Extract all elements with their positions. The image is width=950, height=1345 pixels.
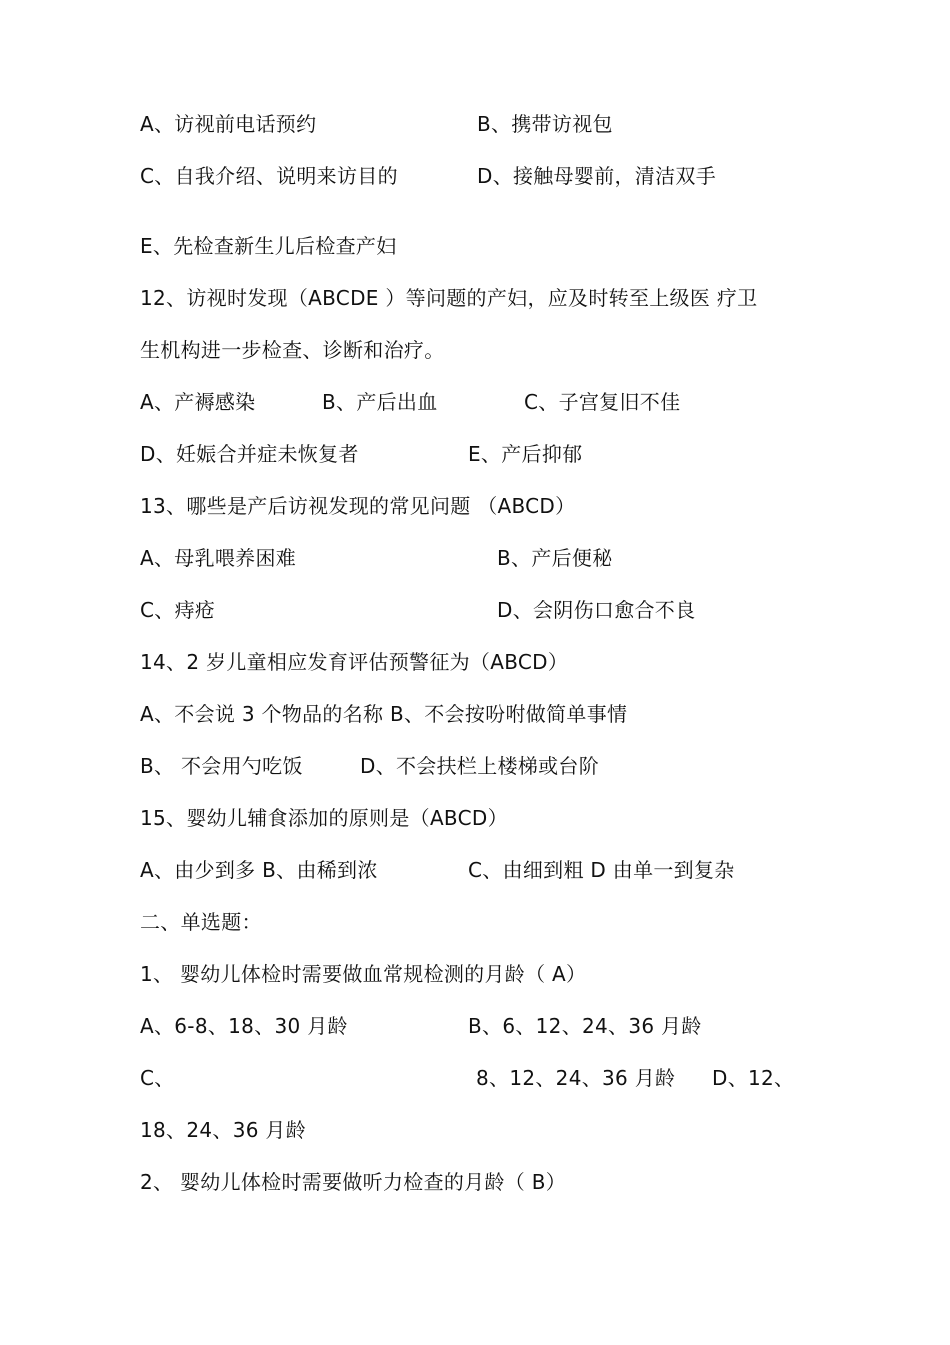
q13-option-a: A、母乳喂养困难 <box>140 546 297 570</box>
sc1-option-b: B、6、12、24、36 月龄 <box>468 1014 702 1038</box>
sc1-option-d-start: D、12、 <box>712 1066 795 1090</box>
q14-options-a-b: A、不会说 3 个物品的名称 B、不会按吩咐做简单事情 <box>140 702 628 726</box>
question-15: 15、婴幼儿辅食添加的原则是（ABCD） <box>140 806 508 830</box>
q14-option-b-spoon: B、 不会用勺吃饭 <box>140 754 303 778</box>
sc1-option-a: A、6-8、18、30 月龄 <box>140 1014 348 1038</box>
question-14: 14、2 岁儿童相应发育评估预警征为（ABCD） <box>140 650 569 674</box>
q12-option-c: C、子宫复旧不佳 <box>524 390 681 414</box>
question-12-line-2: 生机构进一步检查、诊断和治疗。 <box>140 338 445 362</box>
sc1-option-d-end: 18、24、36 月龄 <box>140 1118 307 1142</box>
q14-option-d: D、不会扶栏上楼梯或台阶 <box>360 754 600 778</box>
option-d-clean-hands: D、接触母婴前，清洁双手 <box>477 164 717 188</box>
q13-option-d: D、会阴伤口愈合不良 <box>497 598 696 622</box>
question-12-line-1: 12、访视时发现（ABCDE ）等问题的产妇，应及时转至上级医 疗卫 <box>140 286 758 310</box>
sc1-option-c-text: 8、12、24、36 月龄 <box>476 1066 676 1090</box>
question-13: 13、哪些是产后访视发现的常见问题 （ABCD） <box>140 494 576 518</box>
option-e-check-newborn-first: E、先检查新生儿后检查产妇 <box>140 234 397 258</box>
q12-option-e: E、产后抑郁 <box>468 442 583 466</box>
q12-option-a: A、产褥感染 <box>140 390 256 414</box>
single-choice-question-1: 1、 婴幼儿体检时需要做血常规检测的月龄（ A） <box>140 962 587 986</box>
sc1-option-c-label: C、 <box>140 1066 175 1090</box>
single-choice-question-2: 2、 婴幼儿体检时需要做听力检查的月龄（ B） <box>140 1170 567 1194</box>
section-2-heading: 二、单选题： <box>140 910 262 934</box>
option-a-phone-appointment: A、访视前电话预约 <box>140 112 317 136</box>
option-c-self-introduction: C、自我介绍、说明来访目的 <box>140 164 398 188</box>
q15-options-c-d: C、由细到粗 D 由单一到复杂 <box>468 858 735 882</box>
option-b-visit-kit: B、携带访视包 <box>477 112 613 136</box>
q13-option-b: B、产后便秘 <box>497 546 613 570</box>
q13-option-c: C、痔疮 <box>140 598 216 622</box>
q12-option-d: D、妊娠合并症未恢复者 <box>140 442 359 466</box>
q12-option-b: B、产后出血 <box>322 390 438 414</box>
q15-options-a-b: A、由少到多 B、由稀到浓 <box>140 858 378 882</box>
